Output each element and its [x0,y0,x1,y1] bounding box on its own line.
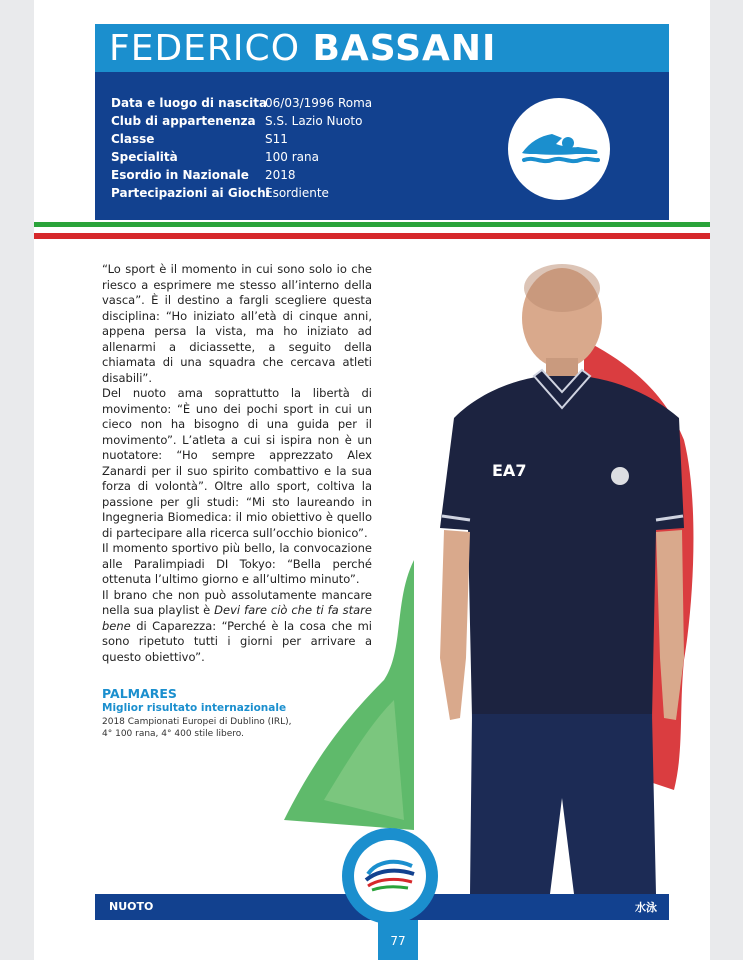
info-value: 2018 [265,168,296,182]
info-label: Specialità [111,150,178,164]
footer-japanese: 水泳 [635,901,657,914]
info-box [95,72,669,220]
article-paragraph [102,588,372,666]
palmares-text: 2018 Campionati Europei di Dublino (IRL), 4° 100 rana, 4° 400 stile libero. [102,717,292,739]
info-value: S.S. Lazio Nuoto [265,114,363,128]
info-value: 100 rana [265,150,319,164]
footer-sport: NUOTO [109,900,154,913]
red-stripe [34,233,710,239]
sport-badge [508,98,610,200]
swimmer-icon [508,98,610,200]
committee-logo [342,828,438,924]
info-label: Club di appartenenza [111,114,256,128]
info-value: 06/03/1996 Roma [265,96,373,110]
last-name: BASSANI [312,28,497,69]
palmares-title: PALMARES [102,686,177,701]
svg-text:EA7: EA7 [492,461,527,480]
article-text [102,262,372,665]
info-value: S11 [265,132,288,146]
song-title: Devi fare ciò che ti fa stare bene [102,603,372,633]
paralympic-logo-icon [354,840,426,912]
article-text-part: Il brano che non può assolutamente mancare nella sua playlist è [102,587,372,617]
athlete-name [109,28,496,69]
committee-logo-inner [354,840,426,912]
first-name: FEDERICO [109,28,301,69]
info-label: Classe [111,132,155,146]
page-number: 77 [390,934,406,948]
article-paragraph: Del nuoto ama soprattutto la libertà di movimento: “È uno dei pochi sport in cui un cieco non ha bisogno di una guida per il movimento”. L’atleta a cui si ispira non è un nuotatore: “Ho sempre apprezzato Alex Zanardi per il suo spirito combattivo e la sua forza di volontà”. Oltre allo sport, coltiva la passione per gli studi: “Mi sto laureando in Ingegneria Biomedica: il mio obiettivo è quello di partecipare alla ricerca sull’occhio bionico”. [102,386,372,540]
article-paragraph: “Lo sport è il momento in cui sono solo io che riesco a esprimere me stesso all’interno della vasca”. È il destino a fargli scegliere questa disciplina: “Ho iniziato all’età di cinque anni, appena persa la vista, ma ho iniziato ad allenarmi a diciassette, a seguito della chiamata di una squadra che cercava atleti disabili”. [102,262,372,385]
green-stripe [34,222,710,227]
article-paragraph: Il momento sportivo più bello, la convocazione alle Paralimpiadi DI Tokyo: “Bella perché ottenuta l’ultimo giorno e all’ultimo minuto”. [102,541,372,586]
page [34,0,710,960]
info-label: Partecipazioni ai Giochi [111,186,270,200]
info-value: Esordiente [265,186,329,200]
info-label: Data e luogo di nascita [111,96,268,110]
title-bar [95,24,669,72]
article-text-part: di Caparezza: “Perché è la cosa che mi sono ripetuto tutti i giorni per arrivare a questo obiettivo”. [102,618,372,664]
palmares-section [102,686,402,740]
page-number-tab [378,920,418,960]
athlete-photo [394,258,684,894]
palmares-subtitle: Miglior risultato internazionale [102,702,287,714]
info-label: Esordio in Nazionale [111,168,249,182]
